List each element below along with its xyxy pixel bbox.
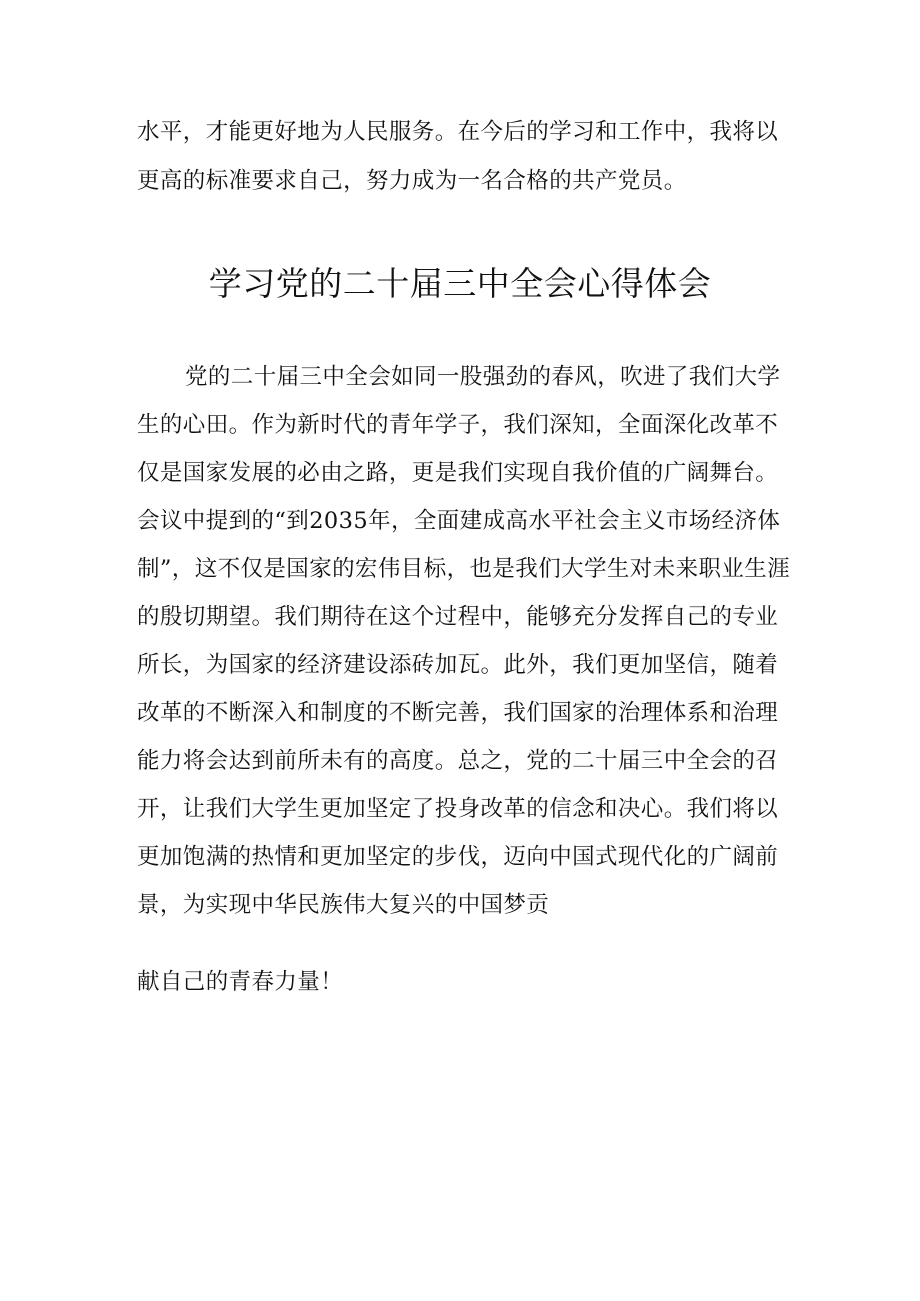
- article-line-3: 仅是国家发展的必由之路，更是我们实现自我价值的广阔舞台。: [137, 460, 779, 486]
- article-line-6: 的殷切期望。我们期待在这个过程中，能够充分发挥自己的专业: [137, 604, 779, 630]
- article-line-1: 党的二十届三中全会如同一股强劲的春风，吹进了我们大学: [185, 364, 781, 390]
- article-line-5: 制”，这不仅是国家的宏伟目标，也是我们大学生对未来职业生涯: [137, 556, 791, 582]
- article-line-4: 会议中提到的“到2035年，全面建成高水平社会主义市场经济体: [137, 508, 781, 534]
- prev-paragraph-line-2: 更高的标准要求自己，努力成为一名合格的共产党员。: [137, 168, 687, 194]
- article-line-9: 能力将会达到前所未有的高度。总之，党的二十届三中全会的召: [137, 748, 779, 774]
- article-title: 学习党的二十届三中全会心得体会: [208, 264, 712, 303]
- prev-paragraph-line-1: 水平，才能更好地为人民服务。在今后的学习和工作中，我将以: [137, 119, 779, 145]
- article-closing-line: 献自己的青春力量！: [137, 969, 344, 995]
- article-line-7: 所长，为国家的经济建设添砖加瓦。此外，我们更加坚信，随着: [137, 652, 779, 678]
- article-line-10: 开，让我们大学生更加坚定了投身改革的信念和决心。我们将以: [137, 796, 779, 822]
- article-line-8: 改革的不断深入和制度的不断完善，我们国家的治理体系和治理: [137, 700, 779, 726]
- article-line-12: 景，为实现中华民族伟大复兴的中国梦贡: [137, 892, 550, 918]
- article-line-2: 生的心田。作为新时代的青年学子，我们深知，全面深化改革不: [137, 412, 779, 438]
- article-line-11: 更加饱满的热情和更加坚定的步伐，迈向中国式现代化的广阔前: [137, 844, 779, 870]
